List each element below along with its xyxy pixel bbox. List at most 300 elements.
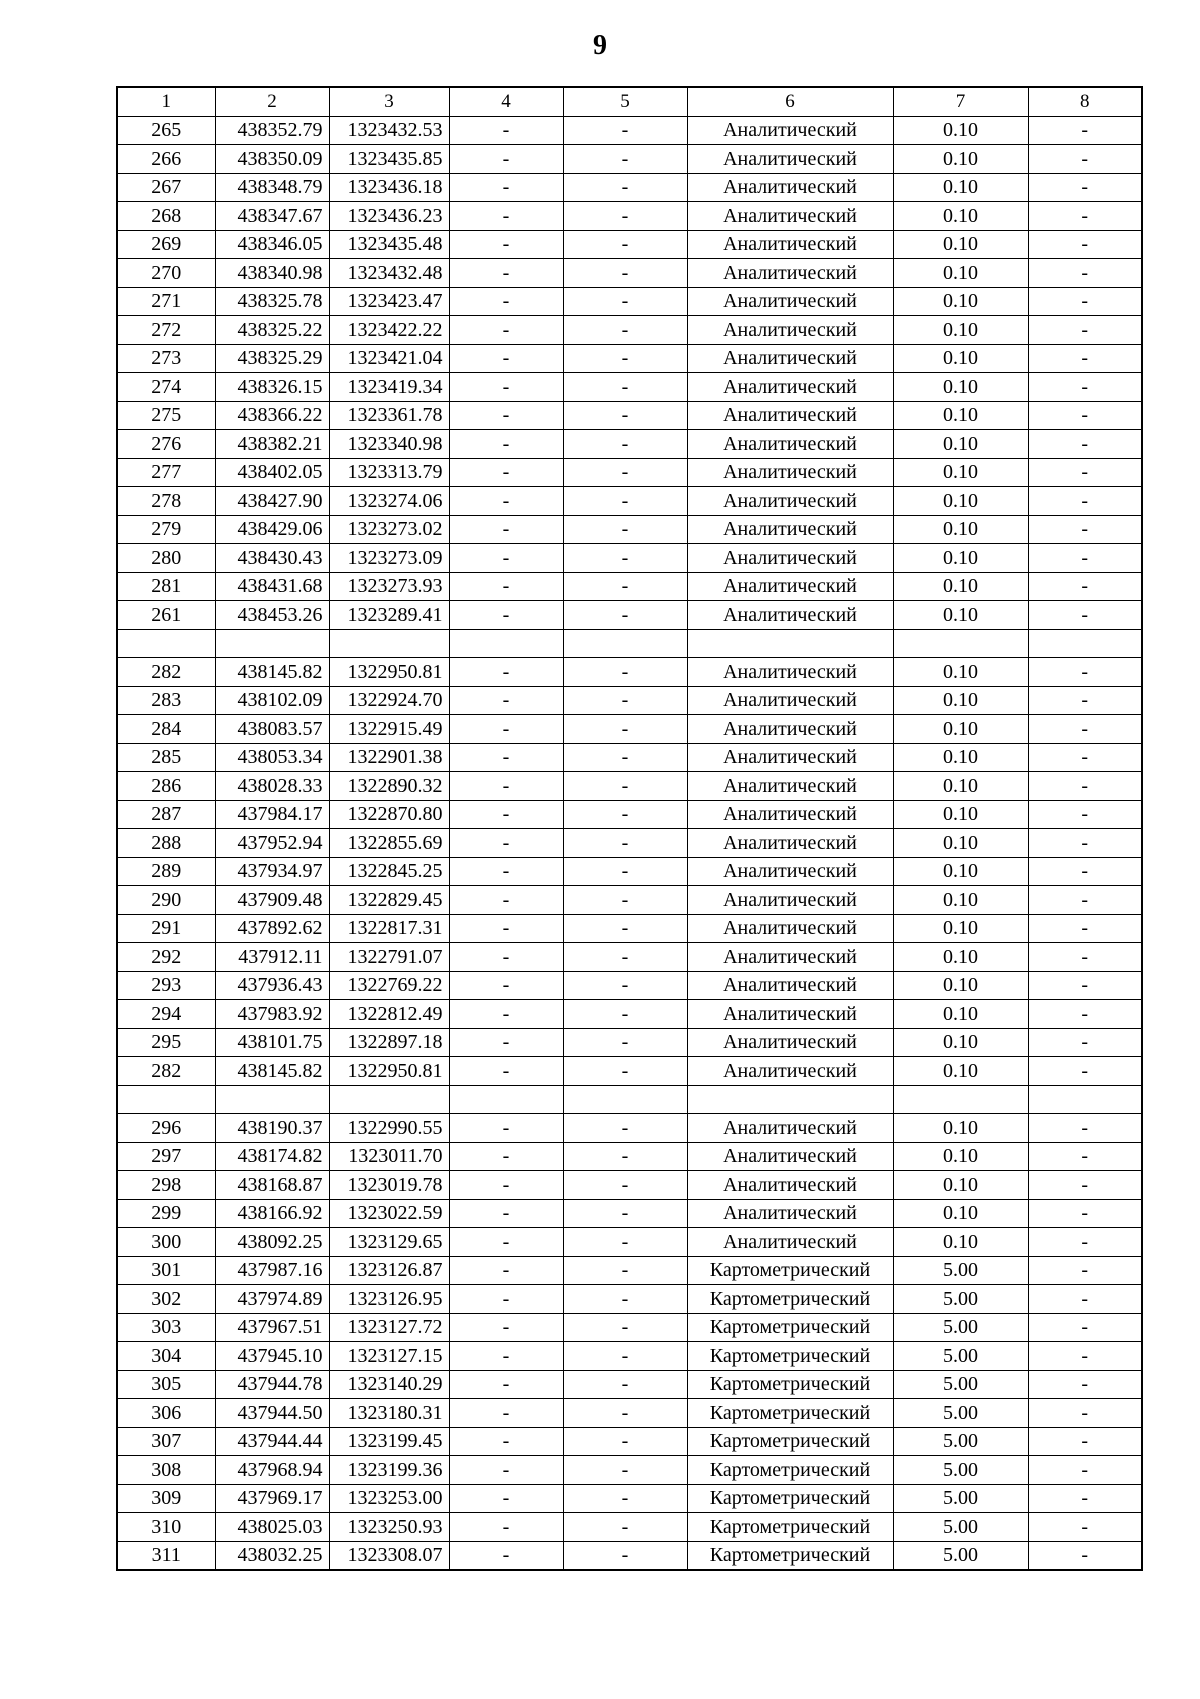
accuracy-cell: 0.10 — [893, 230, 1028, 259]
method-cell: Картометрический — [687, 1427, 893, 1456]
y-coordinate-cell: 1323126.95 — [329, 1285, 449, 1314]
col4-cell: - — [449, 1456, 563, 1485]
method-cell: Аналитический — [687, 1028, 893, 1057]
header-cell: 6 — [687, 87, 893, 116]
x-coordinate-cell: 438325.29 — [215, 344, 329, 373]
y-coordinate-cell: 1323019.78 — [329, 1171, 449, 1200]
point-number-cell: 289 — [117, 857, 215, 886]
col8-cell: - — [1028, 886, 1142, 915]
y-coordinate-cell: 1323011.70 — [329, 1142, 449, 1171]
accuracy-cell: 5.00 — [893, 1456, 1028, 1485]
col5-cell: - — [563, 715, 687, 744]
col4-cell: - — [449, 430, 563, 459]
col8-cell: - — [1028, 601, 1142, 630]
table-row — [117, 800, 1142, 829]
accuracy-cell: 0.10 — [893, 316, 1028, 345]
col8-cell: - — [1028, 1427, 1142, 1456]
x-coordinate-cell: 437984.17 — [215, 800, 329, 829]
x-coordinate-cell: 438429.06 — [215, 515, 329, 544]
y-coordinate-cell: 1323313.79 — [329, 458, 449, 487]
x-coordinate-cell: 437936.43 — [215, 971, 329, 1000]
col8-cell: - — [1028, 373, 1142, 402]
col5-cell: - — [563, 202, 687, 231]
point-number-cell: 279 — [117, 515, 215, 544]
table-row — [117, 544, 1142, 573]
col4-cell: - — [449, 943, 563, 972]
table-row — [117, 572, 1142, 601]
accuracy-cell: 0.10 — [893, 1028, 1028, 1057]
col8-cell: - — [1028, 1513, 1142, 1542]
x-coordinate-cell: 438326.15 — [215, 373, 329, 402]
y-coordinate-cell: 1323022.59 — [329, 1199, 449, 1228]
table-row — [117, 1456, 1142, 1485]
method-cell: Аналитический — [687, 943, 893, 972]
point-number-cell: 273 — [117, 344, 215, 373]
accuracy-cell: 0.10 — [893, 487, 1028, 516]
y-coordinate-cell: 1323432.48 — [329, 259, 449, 288]
col5-cell: - — [563, 1142, 687, 1171]
col4-cell: - — [449, 829, 563, 858]
method-cell: Аналитический — [687, 259, 893, 288]
col8-cell: - — [1028, 715, 1142, 744]
table-row — [117, 886, 1142, 915]
table-row — [117, 316, 1142, 345]
method-cell: Аналитический — [687, 287, 893, 316]
table-header-row — [117, 87, 1142, 116]
point-number-cell: 266 — [117, 145, 215, 174]
col8-cell: - — [1028, 1370, 1142, 1399]
table-row — [117, 1114, 1142, 1143]
table-row — [117, 230, 1142, 259]
x-coordinate-cell: 437909.48 — [215, 886, 329, 915]
accuracy-cell: 0.10 — [893, 116, 1028, 145]
method-cell — [687, 1085, 893, 1114]
header-cell: 4 — [449, 87, 563, 116]
method-cell: Аналитический — [687, 743, 893, 772]
col4-cell: - — [449, 259, 563, 288]
x-coordinate-cell: 438402.05 — [215, 458, 329, 487]
col8-cell — [1028, 1085, 1142, 1114]
point-number-cell: 282 — [117, 658, 215, 687]
y-coordinate-cell: 1322791.07 — [329, 943, 449, 972]
x-coordinate-cell: 438092.25 — [215, 1228, 329, 1257]
col4-cell: - — [449, 487, 563, 516]
method-cell: Аналитический — [687, 971, 893, 1000]
col5-cell: - — [563, 544, 687, 573]
col8-cell: - — [1028, 1313, 1142, 1342]
y-coordinate-cell: 1322990.55 — [329, 1114, 449, 1143]
col5-cell: - — [563, 1342, 687, 1371]
y-coordinate-cell: 1322890.32 — [329, 772, 449, 801]
header-cell: 3 — [329, 87, 449, 116]
col4-cell: - — [449, 1228, 563, 1257]
x-coordinate-cell — [215, 1085, 329, 1114]
point-number-cell: 285 — [117, 743, 215, 772]
table-row — [117, 487, 1142, 516]
y-coordinate-cell: 1323436.23 — [329, 202, 449, 231]
col8-cell: - — [1028, 344, 1142, 373]
method-cell: Аналитический — [687, 1114, 893, 1143]
accuracy-cell: 0.10 — [893, 202, 1028, 231]
y-coordinate-cell: 1323423.47 — [329, 287, 449, 316]
y-coordinate-cell: 1323140.29 — [329, 1370, 449, 1399]
col8-cell: - — [1028, 857, 1142, 886]
col5-cell: - — [563, 601, 687, 630]
y-coordinate-cell — [329, 629, 449, 658]
point-number-cell: 309 — [117, 1484, 215, 1513]
x-coordinate-cell: 438025.03 — [215, 1513, 329, 1542]
table-row — [117, 1256, 1142, 1285]
x-coordinate-cell: 438346.05 — [215, 230, 329, 259]
method-cell: Аналитический — [687, 430, 893, 459]
col5-cell: - — [563, 515, 687, 544]
table-separator-row — [117, 1085, 1142, 1114]
accuracy-cell: 0.10 — [893, 544, 1028, 573]
y-coordinate-cell: 1323199.36 — [329, 1456, 449, 1485]
table-row — [117, 1342, 1142, 1371]
col8-cell: - — [1028, 515, 1142, 544]
point-number-cell: 270 — [117, 259, 215, 288]
method-cell: Аналитический — [687, 145, 893, 174]
y-coordinate-cell: 1323273.09 — [329, 544, 449, 573]
col4-cell: - — [449, 373, 563, 402]
col5-cell: - — [563, 1399, 687, 1428]
point-number-cell: 295 — [117, 1028, 215, 1057]
col4-cell: - — [449, 515, 563, 544]
col8-cell: - — [1028, 572, 1142, 601]
x-coordinate-cell: 437892.62 — [215, 914, 329, 943]
point-number-cell: 307 — [117, 1427, 215, 1456]
col4-cell: - — [449, 800, 563, 829]
method-cell: Аналитический — [687, 886, 893, 915]
method-cell: Аналитический — [687, 715, 893, 744]
method-cell: Картометрический — [687, 1484, 893, 1513]
col8-cell: - — [1028, 544, 1142, 573]
col4-cell: - — [449, 173, 563, 202]
table-row — [117, 715, 1142, 744]
point-number-cell: 277 — [117, 458, 215, 487]
col8-cell: - — [1028, 202, 1142, 231]
point-number-cell: 275 — [117, 401, 215, 430]
col4-cell: - — [449, 458, 563, 487]
x-coordinate-cell: 438145.82 — [215, 1057, 329, 1086]
table-row — [117, 1285, 1142, 1314]
y-coordinate-cell: 1323274.06 — [329, 487, 449, 516]
col8-cell: - — [1028, 316, 1142, 345]
x-coordinate-cell: 438431.68 — [215, 572, 329, 601]
col8-cell: - — [1028, 1399, 1142, 1428]
col4-cell: - — [449, 572, 563, 601]
col8-cell — [1028, 629, 1142, 658]
x-coordinate-cell: 437952.94 — [215, 829, 329, 858]
method-cell: Картометрический — [687, 1370, 893, 1399]
col4-cell: - — [449, 1142, 563, 1171]
col5-cell: - — [563, 230, 687, 259]
accuracy-cell: 0.10 — [893, 259, 1028, 288]
col4-cell: - — [449, 316, 563, 345]
table-row — [117, 772, 1142, 801]
y-coordinate-cell: 1323127.72 — [329, 1313, 449, 1342]
table-row — [117, 515, 1142, 544]
x-coordinate-cell: 437944.50 — [215, 1399, 329, 1428]
col8-cell: - — [1028, 743, 1142, 772]
x-coordinate-cell: 438350.09 — [215, 145, 329, 174]
accuracy-cell: 5.00 — [893, 1370, 1028, 1399]
col5-cell: - — [563, 971, 687, 1000]
method-cell: Аналитический — [687, 686, 893, 715]
col5-cell: - — [563, 886, 687, 915]
y-coordinate-cell: 1323250.93 — [329, 1513, 449, 1542]
col5-cell: - — [563, 686, 687, 715]
y-coordinate-cell: 1322812.49 — [329, 1000, 449, 1029]
method-cell: Аналитический — [687, 601, 893, 630]
x-coordinate-cell: 437987.16 — [215, 1256, 329, 1285]
col5-cell: - — [563, 1000, 687, 1029]
accuracy-cell: 0.10 — [893, 401, 1028, 430]
accuracy-cell: 0.10 — [893, 886, 1028, 915]
point-number-cell: 300 — [117, 1228, 215, 1257]
method-cell: Аналитический — [687, 544, 893, 573]
x-coordinate-cell: 437967.51 — [215, 1313, 329, 1342]
col5-cell: - — [563, 572, 687, 601]
y-coordinate-cell: 1322769.22 — [329, 971, 449, 1000]
point-number-cell: 290 — [117, 886, 215, 915]
point-number-cell: 269 — [117, 230, 215, 259]
method-cell: Аналитический — [687, 373, 893, 402]
x-coordinate-cell: 438340.98 — [215, 259, 329, 288]
accuracy-cell — [893, 1085, 1028, 1114]
accuracy-cell: 0.10 — [893, 1000, 1028, 1029]
col8-cell: - — [1028, 800, 1142, 829]
table-row — [117, 971, 1142, 1000]
col8-cell: - — [1028, 1000, 1142, 1029]
coordinates-table — [116, 86, 1143, 1571]
point-number-cell: 281 — [117, 572, 215, 601]
accuracy-cell: 0.10 — [893, 601, 1028, 630]
header-cell: 5 — [563, 87, 687, 116]
col5-cell: - — [563, 1228, 687, 1257]
method-cell — [687, 629, 893, 658]
accuracy-cell: 5.00 — [893, 1285, 1028, 1314]
method-cell: Аналитический — [687, 800, 893, 829]
table-row — [117, 829, 1142, 858]
accuracy-cell: 5.00 — [893, 1399, 1028, 1428]
accuracy-cell: 0.10 — [893, 658, 1028, 687]
x-coordinate-cell: 437912.11 — [215, 943, 329, 972]
col5-cell: - — [563, 1256, 687, 1285]
point-number-cell: 294 — [117, 1000, 215, 1029]
y-coordinate-cell: 1323180.31 — [329, 1399, 449, 1428]
accuracy-cell: 0.10 — [893, 1171, 1028, 1200]
table-row — [117, 1057, 1142, 1086]
header-cell: 2 — [215, 87, 329, 116]
y-coordinate-cell: 1323421.04 — [329, 344, 449, 373]
table-row — [117, 1513, 1142, 1542]
point-number-cell: 296 — [117, 1114, 215, 1143]
col5-cell: - — [563, 116, 687, 145]
accuracy-cell — [893, 629, 1028, 658]
col8-cell: - — [1028, 430, 1142, 459]
x-coordinate-cell: 437974.89 — [215, 1285, 329, 1314]
accuracy-cell: 0.10 — [893, 515, 1028, 544]
col4-cell: - — [449, 230, 563, 259]
table-row — [117, 401, 1142, 430]
col4-cell: - — [449, 1285, 563, 1314]
col5-cell: - — [563, 487, 687, 516]
point-number-cell: 306 — [117, 1399, 215, 1428]
col4-cell: - — [449, 344, 563, 373]
col4-cell: - — [449, 1256, 563, 1285]
x-coordinate-cell: 438325.22 — [215, 316, 329, 345]
col4-cell: - — [449, 715, 563, 744]
x-coordinate-cell: 438348.79 — [215, 173, 329, 202]
point-number-cell: 274 — [117, 373, 215, 402]
method-cell: Аналитический — [687, 772, 893, 801]
col5-cell: - — [563, 1484, 687, 1513]
col4-cell: - — [449, 686, 563, 715]
table-row — [117, 373, 1142, 402]
method-cell: Аналитический — [687, 572, 893, 601]
col8-cell: - — [1028, 173, 1142, 202]
point-number-cell: 299 — [117, 1199, 215, 1228]
header-cell: 7 — [893, 87, 1028, 116]
col4-cell: - — [449, 658, 563, 687]
point-number-cell: 267 — [117, 173, 215, 202]
col5-cell: - — [563, 1199, 687, 1228]
y-coordinate-cell: 1322817.31 — [329, 914, 449, 943]
method-cell: Картометрический — [687, 1285, 893, 1314]
y-coordinate-cell: 1323273.93 — [329, 572, 449, 601]
x-coordinate-cell — [215, 629, 329, 658]
method-cell: Аналитический — [687, 202, 893, 231]
table-row — [117, 145, 1142, 174]
x-coordinate-cell: 438083.57 — [215, 715, 329, 744]
col5-cell: - — [563, 1427, 687, 1456]
table-row — [117, 173, 1142, 202]
col8-cell: - — [1028, 943, 1142, 972]
col5-cell: - — [563, 316, 687, 345]
col5-cell: - — [563, 914, 687, 943]
x-coordinate-cell: 438430.43 — [215, 544, 329, 573]
col5-cell: - — [563, 401, 687, 430]
col5-cell: - — [563, 344, 687, 373]
accuracy-cell: 0.10 — [893, 943, 1028, 972]
col8-cell: - — [1028, 1228, 1142, 1257]
col5-cell: - — [563, 743, 687, 772]
col4-cell: - — [449, 1199, 563, 1228]
col5-cell: - — [563, 145, 687, 174]
col8-cell: - — [1028, 259, 1142, 288]
accuracy-cell: 0.10 — [893, 173, 1028, 202]
col4-cell: - — [449, 857, 563, 886]
col8-cell: - — [1028, 1256, 1142, 1285]
col4-cell: - — [449, 1513, 563, 1542]
col5-cell: - — [563, 458, 687, 487]
table-row — [117, 1484, 1142, 1513]
y-coordinate-cell: 1323308.07 — [329, 1541, 449, 1570]
point-number-cell: 272 — [117, 316, 215, 345]
method-cell: Картометрический — [687, 1456, 893, 1485]
accuracy-cell: 0.10 — [893, 1142, 1028, 1171]
method-cell: Картометрический — [687, 1541, 893, 1570]
method-cell: Аналитический — [687, 658, 893, 687]
accuracy-cell: 5.00 — [893, 1541, 1028, 1570]
x-coordinate-cell: 438028.33 — [215, 772, 329, 801]
col4-cell: - — [449, 1541, 563, 1570]
method-cell: Аналитический — [687, 316, 893, 345]
method-cell: Аналитический — [687, 1199, 893, 1228]
accuracy-cell: 0.10 — [893, 829, 1028, 858]
method-cell: Аналитический — [687, 515, 893, 544]
col5-cell: - — [563, 373, 687, 402]
accuracy-cell: 5.00 — [893, 1484, 1028, 1513]
method-cell: Аналитический — [687, 1171, 893, 1200]
table-row — [117, 1142, 1142, 1171]
col4-cell: - — [449, 1370, 563, 1399]
table-row — [117, 259, 1142, 288]
col5-cell: - — [563, 1456, 687, 1485]
col5-cell: - — [563, 1370, 687, 1399]
col5-cell: - — [563, 1114, 687, 1143]
col8-cell: - — [1028, 1484, 1142, 1513]
col5-cell — [563, 1085, 687, 1114]
col4-cell — [449, 629, 563, 658]
y-coordinate-cell: 1323127.15 — [329, 1342, 449, 1371]
col8-cell: - — [1028, 1342, 1142, 1371]
accuracy-cell: 5.00 — [893, 1313, 1028, 1342]
table-row — [117, 202, 1142, 231]
method-cell: Картометрический — [687, 1342, 893, 1371]
y-coordinate-cell: 1323273.02 — [329, 515, 449, 544]
x-coordinate-cell: 437968.94 — [215, 1456, 329, 1485]
col8-cell: - — [1028, 1057, 1142, 1086]
y-coordinate-cell: 1323435.85 — [329, 145, 449, 174]
col8-cell: - — [1028, 1541, 1142, 1570]
y-coordinate-cell: 1323435.48 — [329, 230, 449, 259]
point-number-cell: 302 — [117, 1285, 215, 1314]
accuracy-cell: 0.10 — [893, 1057, 1028, 1086]
col4-cell: - — [449, 1171, 563, 1200]
point-number-cell: 271 — [117, 287, 215, 316]
method-cell: Аналитический — [687, 1000, 893, 1029]
y-coordinate-cell: 1323253.00 — [329, 1484, 449, 1513]
accuracy-cell: 0.10 — [893, 715, 1028, 744]
x-coordinate-cell: 438427.90 — [215, 487, 329, 516]
point-number-cell: 311 — [117, 1541, 215, 1570]
method-cell: Картометрический — [687, 1313, 893, 1342]
col8-cell: - — [1028, 1028, 1142, 1057]
table-row — [117, 943, 1142, 972]
accuracy-cell: 0.10 — [893, 800, 1028, 829]
x-coordinate-cell: 438325.78 — [215, 287, 329, 316]
col5-cell: - — [563, 1313, 687, 1342]
method-cell: Аналитический — [687, 487, 893, 516]
y-coordinate-cell: 1323199.45 — [329, 1427, 449, 1456]
col8-cell: - — [1028, 1114, 1142, 1143]
accuracy-cell: 0.10 — [893, 971, 1028, 1000]
point-number-cell: 303 — [117, 1313, 215, 1342]
point-number-cell: 298 — [117, 1171, 215, 1200]
x-coordinate-cell: 438366.22 — [215, 401, 329, 430]
accuracy-cell: 0.10 — [893, 1228, 1028, 1257]
method-cell: Аналитический — [687, 401, 893, 430]
accuracy-cell: 0.10 — [893, 373, 1028, 402]
table-row — [117, 914, 1142, 943]
y-coordinate-cell: 1322855.69 — [329, 829, 449, 858]
point-number-cell: 282 — [117, 1057, 215, 1086]
col8-cell: - — [1028, 116, 1142, 145]
accuracy-cell: 0.10 — [893, 743, 1028, 772]
